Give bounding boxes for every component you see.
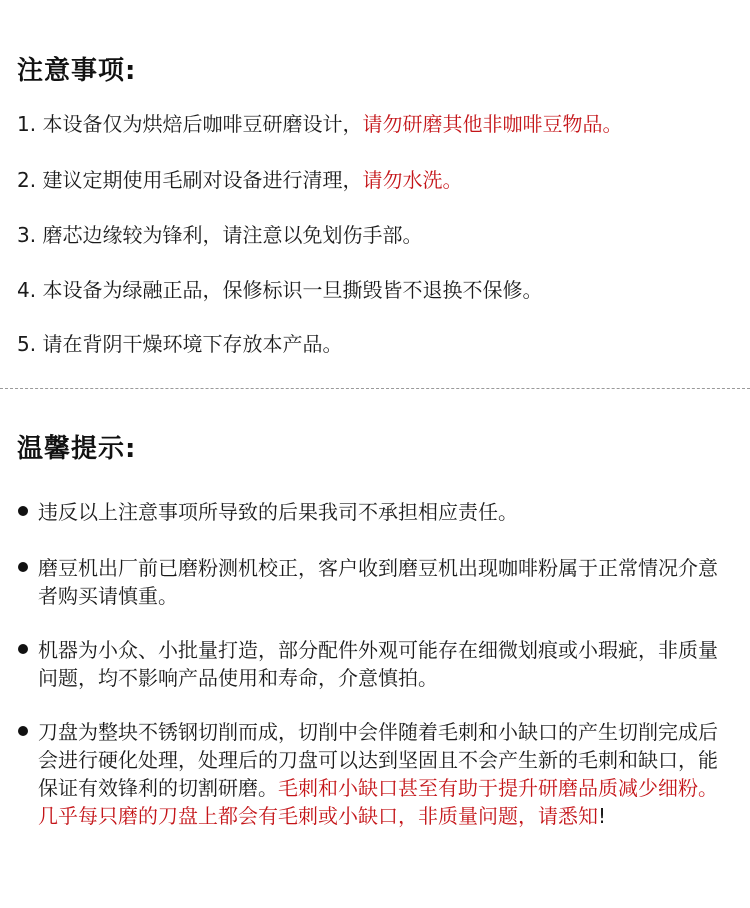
bullet-icon xyxy=(18,506,28,516)
tip-item-1-text: 违反以上注意事项所导致的后果我司不承担相应责任。 xyxy=(38,500,518,524)
bullet-icon xyxy=(18,726,28,736)
note-item-5 xyxy=(17,330,342,358)
note-item-2-warning: 请勿水洗。 xyxy=(362,168,463,192)
tip-item-1 xyxy=(38,498,718,526)
tip-item-4-text: 刀盘为整块不锈钢切削而成，切削中会伴随着毛刺和小缺口的产生切削完成后会进行硬化处理，处理后的刀盘可以达到坚固且不会产生新的毛刺和缺口，能保证有效锋利的切割研磨。 xyxy=(38,720,718,800)
bullet-icon xyxy=(18,562,28,572)
note-item-1-text: 1. 本设备仅为烘焙后咖啡豆研磨设计， xyxy=(17,112,363,136)
note-item-3-text: 3. 磨芯边缘较为锋利，请注意以免划伤手部。 xyxy=(17,223,423,247)
bullet-icon xyxy=(18,644,28,654)
note-item-5-text: 5. 请在背阴干燥环境下存放本产品。 xyxy=(17,332,343,356)
note-item-1-warning: 请勿研磨其他非咖啡豆物品。 xyxy=(362,112,623,136)
tip-item-4-warning: 毛刺和小缺口甚至有助于提升研磨品质减少细粉。几乎每只磨的刀盘上都会有毛刺或小缺口，非质量问题，请悉知 xyxy=(38,776,718,828)
tip-item-3 xyxy=(38,636,718,692)
note-item-1 xyxy=(17,110,622,138)
tip-item-3-text: 机器为小众、小批量打造，部分配件外观可能存在细微划痕或小瑕疵，非质量问题，均不影响产品使用和寿命，介意慎拍。 xyxy=(38,638,718,690)
note-item-3 xyxy=(17,221,422,249)
notes-heading: 注意事项: xyxy=(17,56,137,86)
tip-item-4-tail: ! xyxy=(598,804,607,828)
tip-item-2-text: 磨豆机出厂前已磨粉测机校正，客户收到磨豆机出现咖啡粉属于正常情况介意者购买请慎重。 xyxy=(38,556,718,608)
tips-heading: 温馨提示: xyxy=(17,434,137,464)
section-divider xyxy=(0,388,750,389)
tip-item-4 xyxy=(38,718,718,830)
note-item-2 xyxy=(17,166,462,194)
note-item-4 xyxy=(17,276,542,304)
note-item-4-text: 4. 本设备为绿融正品，保修标识一旦撕毁皆不退换不保修。 xyxy=(17,278,543,302)
tip-item-2 xyxy=(38,554,718,610)
note-item-2-text: 2. 建议定期使用毛刷对设备进行清理， xyxy=(17,168,363,192)
